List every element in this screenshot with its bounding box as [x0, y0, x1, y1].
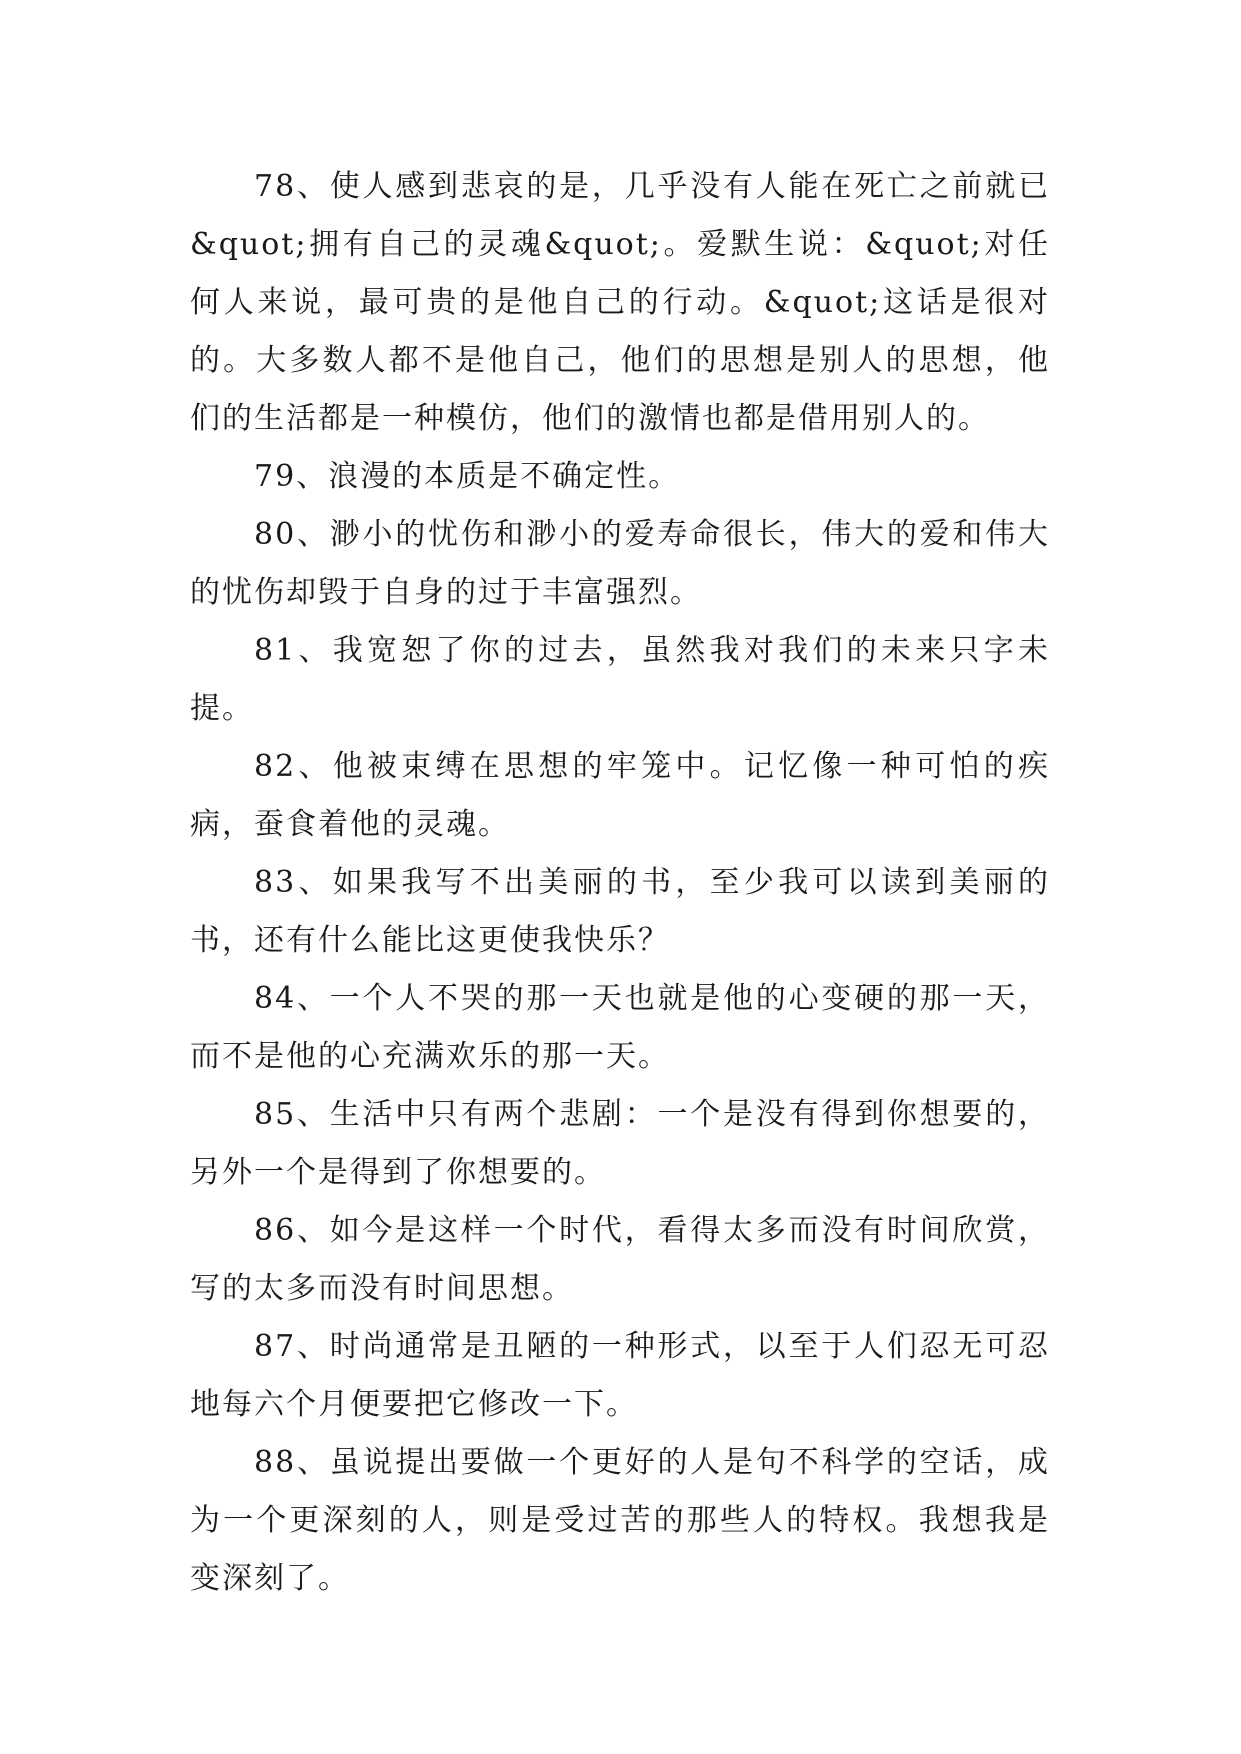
paragraph-83: 83、如果我写不出美丽的书，至少我可以读到美丽的书，还有什么能比这更使我快乐？	[190, 865, 1050, 958]
document-body	[190, 158, 1050, 1608]
paragraph-88: 88、虽说提出要做一个更好的人是句不科学的空话，成为一个更深刻的人，则是受过苦的那些人的特权。我想我是变深刻了。	[190, 1445, 1050, 1596]
paragraph-87: 87、时尚通常是丑陋的一种形式，以至于人们忍无可忍地每六个月便要把它修改一下。	[190, 1329, 1050, 1422]
paragraph-78: 78、使人感到悲哀的是，几乎没有人能在死亡之前就已&quot;拥有自己的灵魂&quot;。爱默生说：&quot;对任何人来说，最可贵的是他自己的行动。&quot;这话是很对的。大多数人都不是他自己，他们的思想是别人的思想，他们的生活都是一种模仿，他们的激情也都是借用别人的。	[190, 169, 1050, 436]
paragraph-85: 85、生活中只有两个悲剧：一个是没有得到你想要的，另外一个是得到了你想要的。	[190, 1097, 1050, 1190]
paragraph-80: 80、渺小的忧伤和渺小的爱寿命很长，伟大的爱和伟大的忧伤却毁于自身的过于丰富强烈。	[190, 517, 1050, 610]
paragraph-84: 84、一个人不哭的那一天也就是他的心变硬的那一天，而不是他的心充满欢乐的那一天。	[190, 981, 1050, 1074]
paragraph-81: 81、我宽恕了你的过去，虽然我对我们的未来只字未提。	[190, 633, 1050, 726]
paragraph-79: 79、浪漫的本质是不确定性。	[254, 459, 681, 494]
paragraph-86: 86、如今是这样一个时代，看得太多而没有时间欣赏，写的太多而没有时间思想。	[190, 1213, 1050, 1306]
paragraph-82: 82、他被束缚在思想的牢笼中。记忆像一种可怕的疾病，蚕食着他的灵魂。	[190, 749, 1050, 842]
